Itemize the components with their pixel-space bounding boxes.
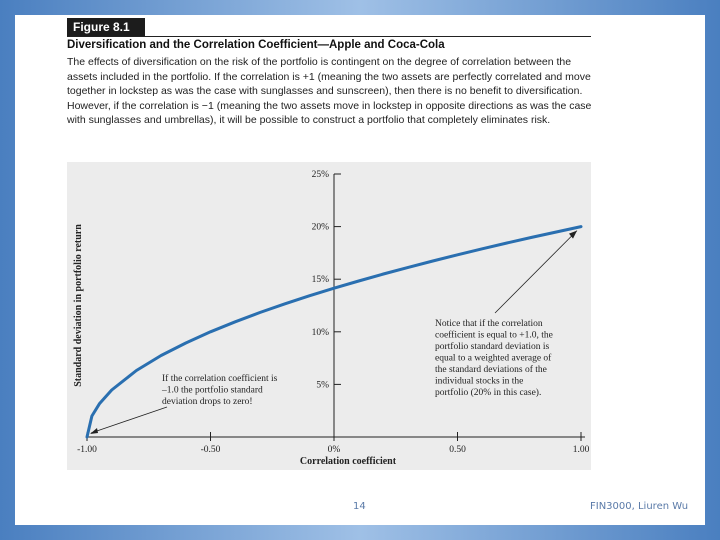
figure-rule xyxy=(67,36,591,37)
annotation-right-line: equal to a weighted average of xyxy=(435,353,552,364)
footer-credit: FIN3000, Liuren Wu xyxy=(590,501,689,512)
correlation-chart xyxy=(67,162,591,470)
y-tick-label: 20% xyxy=(311,222,329,233)
figure-caption: The effects of diversification on the risk of the portfolio is contingent on the degree of correlation between the assets included in the portfolio. If the correlation is +1 (meaning the two assets are perfectly correlated and move together in lockstep as was the case with sunglasses and sunscreen), then there is no benefit to diversification. However, if the correlation is −1 (meaning the two assets move in lockstep in opposite directions as was the case with sunglasses and umbrellas), it will be possible to construct a portfolio that completely eliminates risk. xyxy=(67,56,592,127)
figure-label: Figure 8.1 xyxy=(67,18,145,36)
annotation-left-line: deviation drops to zero! xyxy=(162,397,253,407)
x-axis-label: Correlation coefficient xyxy=(299,456,397,467)
figure-title: Diversification and the Correlation Coefficient—Apple and Coca-Cola xyxy=(67,39,445,51)
annotation-left-arrow xyxy=(91,407,167,433)
annotation-right-line: individual stocks in the xyxy=(435,376,524,387)
x-tick-label: -0.50 xyxy=(200,445,221,455)
annotation-right-line: portfolio (20% in this case). xyxy=(435,388,542,398)
y-axis-label: Standard deviation in portfolio return xyxy=(73,224,84,387)
y-tick-label: 10% xyxy=(311,327,329,338)
y-tick-label: 15% xyxy=(311,275,329,286)
annotation-right-line: portfolio standard deviation is xyxy=(435,342,550,352)
y-tick-label: 5% xyxy=(316,380,329,391)
slide-panel xyxy=(15,15,705,525)
page-number: 14 xyxy=(353,501,366,512)
annotation-left-line: If the correlation coefficient is xyxy=(162,374,278,384)
x-tick-label: 1.00 xyxy=(572,445,590,455)
annotation-right-line: coefficient is equal to +1.0, the xyxy=(435,330,553,341)
annotation-right-line: the standard deviations of the xyxy=(435,365,547,375)
annotation-left-line: –1.0 the portfolio standard xyxy=(162,385,263,396)
x-tick-label: -1.00 xyxy=(77,445,97,455)
annotation-left-arrowhead xyxy=(90,428,98,434)
x-tick-label: 0.50 xyxy=(449,445,466,455)
y-tick-label: 25% xyxy=(311,170,329,180)
annotation-right-line: Notice that if the correlation xyxy=(435,319,543,329)
x-tick-label: 0% xyxy=(327,445,341,455)
